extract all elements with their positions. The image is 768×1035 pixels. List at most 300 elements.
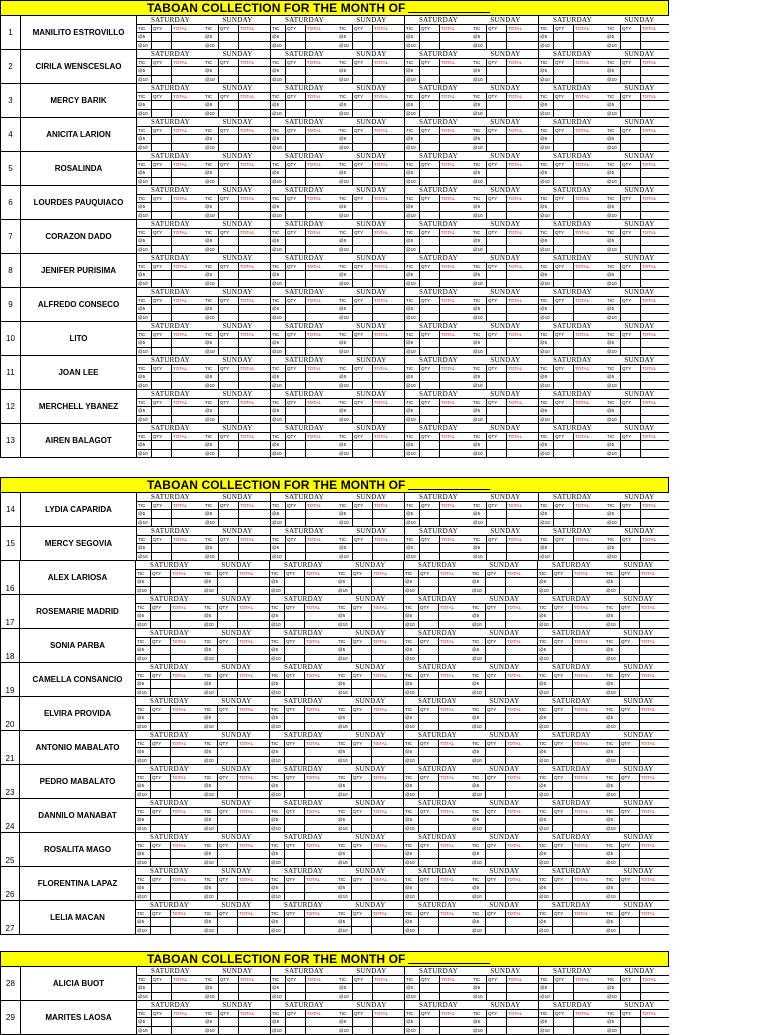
entry-cell[interactable] <box>218 859 238 866</box>
entry-cell[interactable] <box>239 161 271 168</box>
entry-cell[interactable] <box>507 271 539 278</box>
entry-cell[interactable] <box>538 850 553 857</box>
entry-cell[interactable] <box>152 212 172 219</box>
entry-cell[interactable] <box>538 816 553 823</box>
entry-cell[interactable] <box>538 706 553 713</box>
entry-cell[interactable] <box>507 510 539 517</box>
entry-cell[interactable] <box>404 672 419 679</box>
entry-cell[interactable] <box>204 212 219 219</box>
entry-cell[interactable] <box>553 646 573 653</box>
entry-cell[interactable] <box>218 706 238 713</box>
entry-cell[interactable] <box>620 621 640 628</box>
entry-cell[interactable] <box>554 976 574 983</box>
entry-cell[interactable] <box>405 67 420 74</box>
entry-cell[interactable] <box>136 808 151 815</box>
entry-cell[interactable] <box>219 416 239 423</box>
entry-cell[interactable] <box>405 433 420 440</box>
entry-cell[interactable] <box>554 161 574 168</box>
entry-cell[interactable] <box>172 203 204 210</box>
entry-cell[interactable] <box>204 314 219 321</box>
entry-cell[interactable] <box>405 110 420 117</box>
entry-cell[interactable] <box>238 918 270 925</box>
entry-cell[interactable] <box>238 893 270 900</box>
entry-cell[interactable] <box>605 680 620 687</box>
entry-cell[interactable] <box>440 195 472 202</box>
entry-cell[interactable] <box>419 918 439 925</box>
entry-cell[interactable] <box>574 382 606 389</box>
entry-cell[interactable] <box>218 774 238 781</box>
entry-cell[interactable] <box>373 246 405 253</box>
entry-cell[interactable] <box>338 433 353 440</box>
entry-cell[interactable] <box>420 93 440 100</box>
entry-cell[interactable] <box>337 672 352 679</box>
entry-cell[interactable] <box>204 76 219 83</box>
entry-cell[interactable] <box>538 893 553 900</box>
entry-cell[interactable] <box>338 144 353 151</box>
entry-cell[interactable] <box>171 680 203 687</box>
entry-cell[interactable] <box>606 1010 621 1017</box>
entry-cell[interactable] <box>420 1018 440 1025</box>
entry-cell[interactable] <box>553 612 573 619</box>
entry-cell[interactable] <box>487 280 507 287</box>
entry-cell[interactable] <box>239 33 271 40</box>
entry-cell[interactable] <box>605 748 620 755</box>
entry-cell[interactable] <box>640 910 669 917</box>
entry-cell[interactable] <box>219 67 239 74</box>
entry-cell[interactable] <box>151 723 171 730</box>
entry-cell[interactable] <box>539 33 554 40</box>
entry-cell[interactable] <box>204 510 219 517</box>
entry-cell[interactable] <box>271 553 286 560</box>
entry-cell[interactable] <box>171 774 203 781</box>
entry-cell[interactable] <box>136 859 151 866</box>
entry-cell[interactable] <box>372 782 404 789</box>
entry-cell[interactable] <box>219 144 239 151</box>
entry-cell[interactable] <box>285 612 305 619</box>
entry-cell[interactable] <box>219 42 239 49</box>
entry-cell[interactable] <box>305 876 337 883</box>
entry-cell[interactable] <box>404 757 419 764</box>
entry-cell[interactable] <box>405 339 420 346</box>
entry-cell[interactable] <box>306 59 338 66</box>
entry-cell[interactable] <box>606 433 621 440</box>
entry-cell[interactable] <box>439 850 471 857</box>
entry-cell[interactable] <box>574 212 606 219</box>
entry-cell[interactable] <box>507 1027 539 1034</box>
entry-cell[interactable] <box>420 161 440 168</box>
entry-cell[interactable] <box>353 33 373 40</box>
entry-cell[interactable] <box>404 638 419 645</box>
entry-cell[interactable] <box>219 536 239 543</box>
entry-cell[interactable] <box>352 859 372 866</box>
entry-cell[interactable] <box>171 842 203 849</box>
entry-cell[interactable] <box>404 808 419 815</box>
entry-cell[interactable] <box>305 748 337 755</box>
entry-cell[interactable] <box>419 578 439 585</box>
entry-cell[interactable] <box>573 757 605 764</box>
entry-cell[interactable] <box>440 502 472 509</box>
entry-cell[interactable] <box>487 229 507 236</box>
entry-cell[interactable] <box>238 816 270 823</box>
entry-cell[interactable] <box>271 441 286 448</box>
entry-cell[interactable] <box>338 339 353 346</box>
entry-cell[interactable] <box>352 646 372 653</box>
entry-cell[interactable] <box>337 850 352 857</box>
entry-cell[interactable] <box>539 101 554 108</box>
entry-cell[interactable] <box>338 93 353 100</box>
entry-cell[interactable] <box>137 314 152 321</box>
entry-cell[interactable] <box>472 1027 487 1034</box>
entry-cell[interactable] <box>373 25 405 32</box>
entry-cell[interactable] <box>507 976 539 983</box>
entry-cell[interactable] <box>539 976 554 983</box>
entry-cell[interactable] <box>271 135 286 142</box>
entry-cell[interactable] <box>487 553 507 560</box>
entry-cell[interactable] <box>553 748 573 755</box>
entry-cell[interactable] <box>305 570 337 577</box>
entry-cell[interactable] <box>137 382 152 389</box>
entry-cell[interactable] <box>305 850 337 857</box>
entry-cell[interactable] <box>605 808 620 815</box>
entry-cell[interactable] <box>218 714 238 721</box>
entry-cell[interactable] <box>306 280 338 287</box>
entry-cell[interactable] <box>486 612 506 619</box>
entry-cell[interactable] <box>338 544 353 551</box>
entry-cell[interactable] <box>203 918 218 925</box>
entry-cell[interactable] <box>338 407 353 414</box>
entry-cell[interactable] <box>136 740 151 747</box>
entry-cell[interactable] <box>152 263 172 270</box>
entry-cell[interactable] <box>137 1010 152 1017</box>
entry-cell[interactable] <box>621 280 641 287</box>
entry-cell[interactable] <box>219 1018 239 1025</box>
entry-cell[interactable] <box>306 331 338 338</box>
entry-cell[interactable] <box>419 646 439 653</box>
entry-cell[interactable] <box>136 689 151 696</box>
entry-cell[interactable] <box>151 748 171 755</box>
entry-cell[interactable] <box>353 212 373 219</box>
entry-cell[interactable] <box>373 280 405 287</box>
entry-cell[interactable] <box>239 305 271 312</box>
entry-cell[interactable] <box>640 893 669 900</box>
entry-cell[interactable] <box>471 680 486 687</box>
entry-cell[interactable] <box>204 93 219 100</box>
entry-cell[interactable] <box>440 178 472 185</box>
entry-cell[interactable] <box>405 229 420 236</box>
entry-cell[interactable] <box>472 33 487 40</box>
entry-cell[interactable] <box>306 263 338 270</box>
entry-cell[interactable] <box>338 450 353 457</box>
entry-cell[interactable] <box>286 365 306 372</box>
entry-cell[interactable] <box>472 382 487 389</box>
entry-cell[interactable] <box>471 672 486 679</box>
entry-cell[interactable] <box>286 433 306 440</box>
entry-cell[interactable] <box>574 510 606 517</box>
entry-cell[interactable] <box>137 1027 152 1034</box>
entry-cell[interactable] <box>352 655 372 662</box>
entry-cell[interactable] <box>219 1027 239 1034</box>
entry-cell[interactable] <box>621 144 641 151</box>
entry-cell[interactable] <box>440 169 472 176</box>
entry-cell[interactable] <box>373 382 405 389</box>
entry-cell[interactable] <box>204 339 219 346</box>
entry-cell[interactable] <box>270 927 285 934</box>
entry-cell[interactable] <box>219 502 239 509</box>
entry-cell[interactable] <box>439 910 471 917</box>
entry-cell[interactable] <box>472 237 487 244</box>
entry-cell[interactable] <box>352 714 372 721</box>
entry-cell[interactable] <box>506 859 538 866</box>
entry-cell[interactable] <box>271 348 286 355</box>
entry-cell[interactable] <box>573 638 605 645</box>
entry-cell[interactable] <box>574 127 606 134</box>
entry-cell[interactable] <box>440 1010 472 1017</box>
entry-cell[interactable] <box>472 263 487 270</box>
entry-cell[interactable] <box>605 689 620 696</box>
entry-cell[interactable] <box>305 740 337 747</box>
entry-cell[interactable] <box>538 774 553 781</box>
entry-cell[interactable] <box>239 519 271 526</box>
entry-cell[interactable] <box>239 42 271 49</box>
entry-cell[interactable] <box>574 331 606 338</box>
entry-cell[interactable] <box>352 782 372 789</box>
entry-cell[interactable] <box>405 553 420 560</box>
entry-cell[interactable] <box>337 910 352 917</box>
entry-cell[interactable] <box>286 510 306 517</box>
entry-cell[interactable] <box>172 110 204 117</box>
entry-cell[interactable] <box>353 348 373 355</box>
entry-cell[interactable] <box>471 646 486 653</box>
entry-cell[interactable] <box>338 263 353 270</box>
entry-cell[interactable] <box>440 553 472 560</box>
entry-cell[interactable] <box>305 816 337 823</box>
entry-cell[interactable] <box>553 808 573 815</box>
entry-cell[interactable] <box>171 723 203 730</box>
entry-cell[interactable] <box>136 774 151 781</box>
entry-cell[interactable] <box>621 339 641 346</box>
entry-cell[interactable] <box>373 339 405 346</box>
entry-cell[interactable] <box>539 339 554 346</box>
entry-cell[interactable] <box>605 587 620 594</box>
entry-cell[interactable] <box>172 441 204 448</box>
entry-cell[interactable] <box>171 850 203 857</box>
entry-cell[interactable] <box>573 689 605 696</box>
entry-cell[interactable] <box>405 195 420 202</box>
entry-cell[interactable] <box>373 305 405 312</box>
entry-cell[interactable] <box>285 578 305 585</box>
entry-cell[interactable] <box>152 510 172 517</box>
entry-cell[interactable] <box>439 723 471 730</box>
entry-cell[interactable] <box>372 825 404 832</box>
entry-cell[interactable] <box>574 536 606 543</box>
entry-cell[interactable] <box>204 1027 219 1034</box>
entry-cell[interactable] <box>487 76 507 83</box>
entry-cell[interactable] <box>605 604 620 611</box>
entry-cell[interactable] <box>539 502 554 509</box>
entry-cell[interactable] <box>353 161 373 168</box>
entry-cell[interactable] <box>270 672 285 679</box>
entry-cell[interactable] <box>554 59 574 66</box>
entry-cell[interactable] <box>270 842 285 849</box>
entry-cell[interactable] <box>338 365 353 372</box>
entry-cell[interactable] <box>553 689 573 696</box>
entry-cell[interactable] <box>405 416 420 423</box>
entry-cell[interactable] <box>506 842 538 849</box>
entry-cell[interactable] <box>507 502 539 509</box>
entry-cell[interactable] <box>151 825 171 832</box>
entry-cell[interactable] <box>539 135 554 142</box>
entry-cell[interactable] <box>372 672 404 679</box>
entry-cell[interactable] <box>574 144 606 151</box>
entry-cell[interactable] <box>203 859 218 866</box>
entry-cell[interactable] <box>152 314 172 321</box>
entry-cell[interactable] <box>353 178 373 185</box>
entry-cell[interactable] <box>507 1018 539 1025</box>
entry-cell[interactable] <box>203 842 218 849</box>
entry-cell[interactable] <box>507 365 539 372</box>
entry-cell[interactable] <box>137 502 152 509</box>
entry-cell[interactable] <box>219 135 239 142</box>
entry-cell[interactable] <box>203 655 218 662</box>
entry-cell[interactable] <box>420 67 440 74</box>
entry-cell[interactable] <box>271 67 286 74</box>
entry-cell[interactable] <box>605 842 620 849</box>
entry-cell[interactable] <box>554 135 574 142</box>
entry-cell[interactable] <box>172 212 204 219</box>
entry-cell[interactable] <box>606 382 621 389</box>
entry-cell[interactable] <box>373 544 405 551</box>
entry-cell[interactable] <box>285 791 305 798</box>
entry-cell[interactable] <box>605 672 620 679</box>
entry-cell[interactable] <box>621 416 641 423</box>
entry-cell[interactable] <box>171 714 203 721</box>
entry-cell[interactable] <box>439 638 471 645</box>
entry-cell[interactable] <box>440 110 472 117</box>
entry-cell[interactable] <box>405 450 420 457</box>
entry-cell[interactable] <box>538 884 553 891</box>
entry-cell[interactable] <box>539 280 554 287</box>
entry-cell[interactable] <box>440 441 472 448</box>
entry-cell[interactable] <box>172 246 204 253</box>
entry-cell[interactable] <box>487 339 507 346</box>
entry-cell[interactable] <box>352 672 372 679</box>
entry-cell[interactable] <box>172 161 204 168</box>
entry-cell[interactable] <box>218 655 238 662</box>
entry-cell[interactable] <box>574 271 606 278</box>
entry-cell[interactable] <box>372 893 404 900</box>
entry-cell[interactable] <box>640 850 669 857</box>
entry-cell[interactable] <box>641 348 669 355</box>
entry-cell[interactable] <box>353 127 373 134</box>
entry-cell[interactable] <box>306 135 338 142</box>
entry-cell[interactable] <box>270 604 285 611</box>
entry-cell[interactable] <box>507 263 539 270</box>
entry-cell[interactable] <box>621 976 641 983</box>
entry-cell[interactable] <box>172 433 204 440</box>
entry-cell[interactable] <box>506 740 538 747</box>
entry-cell[interactable] <box>239 365 271 372</box>
entry-cell[interactable] <box>553 910 573 917</box>
entry-cell[interactable] <box>539 59 554 66</box>
entry-cell[interactable] <box>471 655 486 662</box>
entry-cell[interactable] <box>404 621 419 628</box>
entry-cell[interactable] <box>373 331 405 338</box>
entry-cell[interactable] <box>285 850 305 857</box>
entry-cell[interactable] <box>506 884 538 891</box>
entry-cell[interactable] <box>136 748 151 755</box>
entry-cell[interactable] <box>352 876 372 883</box>
entry-cell[interactable] <box>137 59 152 66</box>
entry-cell[interactable] <box>404 774 419 781</box>
entry-cell[interactable] <box>271 169 286 176</box>
entry-cell[interactable] <box>286 144 306 151</box>
entry-cell[interactable] <box>306 1010 338 1017</box>
entry-cell[interactable] <box>306 399 338 406</box>
entry-cell[interactable] <box>239 416 271 423</box>
entry-cell[interactable] <box>353 1027 373 1034</box>
entry-cell[interactable] <box>539 271 554 278</box>
entry-cell[interactable] <box>486 884 506 891</box>
entry-cell[interactable] <box>171 689 203 696</box>
entry-cell[interactable] <box>172 144 204 151</box>
entry-cell[interactable] <box>239 263 271 270</box>
entry-cell[interactable] <box>472 76 487 83</box>
entry-cell[interactable] <box>337 757 352 764</box>
entry-cell[interactable] <box>286 331 306 338</box>
entry-cell[interactable] <box>606 450 621 457</box>
entry-cell[interactable] <box>270 638 285 645</box>
entry-cell[interactable] <box>204 536 219 543</box>
entry-cell[interactable] <box>574 25 606 32</box>
entry-cell[interactable] <box>306 519 338 526</box>
entry-cell[interactable] <box>641 407 669 414</box>
entry-cell[interactable] <box>305 638 337 645</box>
entry-cell[interactable] <box>573 740 605 747</box>
entry-cell[interactable] <box>605 884 620 891</box>
entry-cell[interactable] <box>305 672 337 679</box>
entry-cell[interactable] <box>172 382 204 389</box>
entry-cell[interactable] <box>271 33 286 40</box>
entry-cell[interactable] <box>137 135 152 142</box>
entry-cell[interactable] <box>554 101 574 108</box>
entry-cell[interactable] <box>373 1027 405 1034</box>
entry-cell[interactable] <box>472 331 487 338</box>
entry-cell[interactable] <box>641 59 669 66</box>
entry-cell[interactable] <box>405 101 420 108</box>
entry-cell[interactable] <box>487 314 507 321</box>
entry-cell[interactable] <box>439 714 471 721</box>
entry-cell[interactable] <box>271 373 286 380</box>
entry-cell[interactable] <box>554 450 574 457</box>
entry-cell[interactable] <box>440 993 472 1000</box>
entry-cell[interactable] <box>440 984 472 991</box>
entry-cell[interactable] <box>137 203 152 210</box>
entry-cell[interactable] <box>305 859 337 866</box>
entry-cell[interactable] <box>152 1027 172 1034</box>
entry-cell[interactable] <box>621 305 641 312</box>
entry-cell[interactable] <box>285 587 305 594</box>
entry-cell[interactable] <box>641 67 669 74</box>
entry-cell[interactable] <box>239 441 271 448</box>
entry-cell[interactable] <box>152 365 172 372</box>
entry-cell[interactable] <box>270 757 285 764</box>
entry-cell[interactable] <box>219 373 239 380</box>
entry-cell[interactable] <box>487 416 507 423</box>
entry-cell[interactable] <box>554 297 574 304</box>
entry-cell[interactable] <box>554 536 574 543</box>
entry-cell[interactable] <box>539 407 554 414</box>
entry-cell[interactable] <box>305 842 337 849</box>
